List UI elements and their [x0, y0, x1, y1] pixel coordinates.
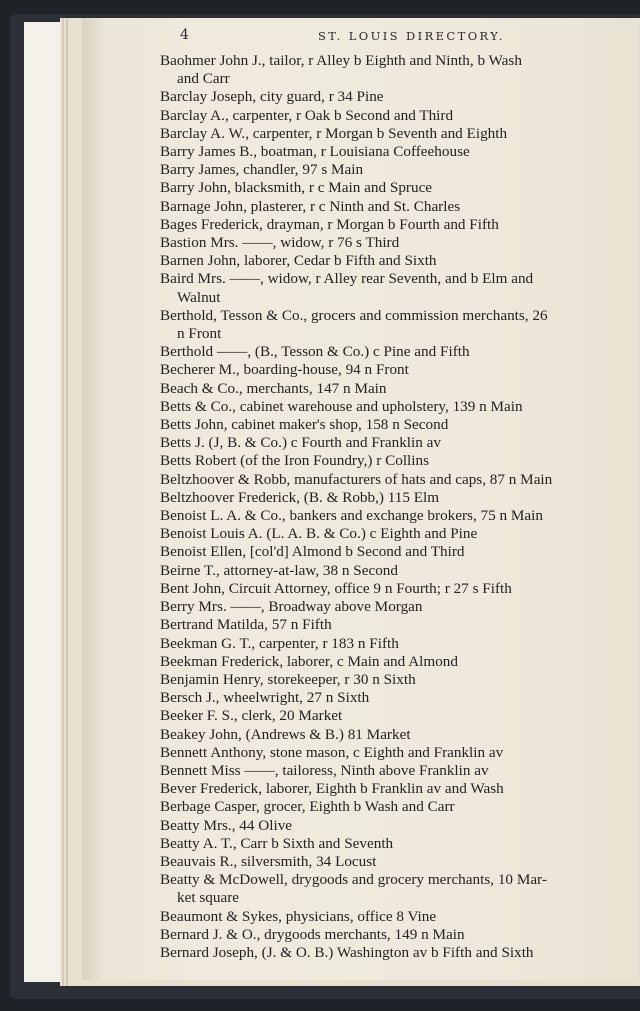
entry-text: Bever Frederick, laborer, Eighth b Franklin av and Wash — [160, 780, 504, 798]
entry-text: Berbage Casper, grocer, Eighth b Wash and Carr — [160, 798, 455, 816]
directory-entry — [160, 798, 640, 816]
page-header — [82, 27, 640, 47]
directory-entry — [160, 125, 640, 143]
directory-entry — [160, 489, 640, 507]
directory-entry — [160, 252, 640, 270]
entry-text: Bertrand Matilda, 57 n Fifth — [160, 616, 332, 634]
entry-text: Berry Mrs. ——, Broadway above Morgan — [160, 598, 423, 616]
directory-entry — [160, 543, 640, 561]
directory-entry — [160, 234, 640, 252]
directory-entry — [160, 452, 640, 470]
entry-text: Barnage John, plasterer, r c Ninth and St. Charles — [160, 197, 461, 215]
directory-entry — [160, 762, 640, 780]
entry-continuation: n Front — [177, 325, 222, 343]
directory-entry — [160, 926, 640, 944]
entry-text: Beach & Co., merchants, 147 n Main — [160, 379, 387, 397]
entry-text: Berthold, Tesson & Co., grocers and commission merchants, 26 — [160, 306, 548, 324]
entry-text: Bastion Mrs. ——, widow, r 76 s Third — [160, 234, 400, 252]
entry-text: Becherer M., boarding-house, 94 n Front — [160, 361, 409, 379]
entry-text: Beltzhoover & Robb, manufacturers of hats and caps, 87 n Main — [160, 470, 553, 488]
running-head: ST. LOUIS DIRECTORY. — [318, 29, 505, 43]
directory-entry — [160, 434, 640, 452]
directory-entry — [160, 361, 640, 379]
entry-text: Beatty Mrs., 44 Olive — [160, 816, 293, 834]
directory-entry — [160, 616, 640, 634]
entry-text: Betts & Co., cabinet warehouse and upholstery, 139 n Main — [160, 397, 523, 415]
entry-text: Beltzhoover Frederick, (B. & Robb,) 115 Elm — [160, 488, 440, 506]
entry-text: Bennett Anthony, stone mason, c Eighth and Franklin av — [160, 743, 504, 761]
directory-entry — [160, 525, 640, 543]
directory-entry — [160, 780, 640, 798]
directory-entry — [160, 944, 640, 962]
directory-entry — [160, 908, 640, 926]
entry-continuation: and Carr — [177, 70, 230, 88]
directory-entry — [160, 143, 640, 161]
entry-text: Beakey John, (Andrews & B.) 81 Market — [160, 725, 411, 743]
directory-page — [82, 18, 640, 980]
directory-entry — [160, 216, 640, 234]
entry-text: Bernard J. & O., drygoods merchants, 149 n Main — [160, 925, 465, 943]
entry-text: Benoist L. A. & Co., bankers and exchange brokers, 75 n Main — [160, 507, 543, 525]
page-number: 4 — [180, 27, 189, 43]
entry-text: Beatty A. T., Carr b Sixth and Seventh — [160, 834, 394, 852]
directory-entry — [160, 835, 640, 853]
directory-entry — [160, 161, 640, 179]
entry-text: Bages Frederick, drayman, r Morgan b Fourth and Fifth — [160, 215, 499, 233]
directory-entry — [160, 707, 640, 725]
entry-text: Betts Robert (of the Iron Foundry,) r Collins — [160, 452, 429, 470]
directory-entries — [160, 52, 640, 962]
directory-entry — [160, 416, 640, 434]
entry-text: Barclay A. W., carpenter, r Morgan b Seventh and Eighth — [160, 124, 508, 142]
directory-entry — [160, 653, 640, 671]
directory-entry — [160, 380, 640, 398]
directory-entry — [160, 307, 640, 343]
entry-text: Bersch J., wheelwright, 27 n Sixth — [160, 689, 370, 707]
entry-text: Benoist Louis A. (L. A. B. & Co.) c Eighth and Pine — [160, 525, 478, 543]
entry-text: Barclay Joseph, city guard, r 34 Pine — [160, 88, 384, 106]
directory-entry — [160, 726, 640, 744]
entry-text: Betts John, cabinet maker's shop, 158 n Second — [160, 416, 449, 434]
entry-text: Baird Mrs. ——, widow, r Alley rear Seventh, and b Elm and — [160, 270, 534, 288]
directory-entry — [160, 88, 640, 106]
directory-entry — [160, 562, 640, 580]
entry-text: Betts J. (J, B. & Co.) c Fourth and Franklin av — [160, 434, 441, 452]
entry-text: Beekman G. T., carpenter, r 183 n Fifth — [160, 634, 399, 652]
entry-text: Barry James B., boatman, r Louisiana Coffeehouse — [160, 143, 470, 161]
entry-text: Barry John, blacksmith, r c Main and Spruce — [160, 179, 433, 197]
entry-text: Beekman Frederick, laborer, c Main and Almond — [160, 652, 458, 670]
directory-entry — [160, 744, 640, 762]
directory-entry — [160, 343, 640, 361]
directory-entry — [160, 817, 640, 835]
entry-text: Benjamin Henry, storekeeper, r 30 n Sixth — [160, 670, 416, 688]
entry-text: Bernard Joseph, (J. & O. B.) Washington av b Fifth and Sixth — [160, 943, 534, 961]
directory-entry — [160, 270, 640, 306]
directory-entry — [160, 871, 640, 907]
entry-text: Benoist Ellen, [col'd] Almond b Second and Third — [160, 543, 465, 561]
entry-text: Barry James, chandler, 97 s Main — [160, 161, 364, 179]
directory-entry — [160, 398, 640, 416]
directory-entry — [160, 580, 640, 598]
entry-text: Barnen John, laborer, Cedar b Fifth and Sixth — [160, 252, 437, 270]
entry-text: Beirne T., attorney-at-law, 38 n Second — [160, 561, 398, 579]
directory-entry — [160, 107, 640, 125]
entry-text: Beeker F. S., clerk, 20 Market — [160, 707, 343, 725]
directory-entry — [160, 52, 640, 88]
directory-entry — [160, 198, 640, 216]
entry-text: Beauvais R., silversmith, 34 Locust — [160, 852, 377, 870]
entry-text: Bent John, Circuit Attorney, office 9 n Fourth; r 27 s Fifth — [160, 579, 512, 597]
directory-entry — [160, 598, 640, 616]
entry-text: Bennett Miss ——, tailoress, Ninth above Franklin av — [160, 761, 489, 779]
directory-entry — [160, 635, 640, 653]
directory-entry — [160, 507, 640, 525]
entry-text: Baohmer John J., tailor, r Alley b Eighth and Ninth, b Wash — [160, 52, 522, 69]
entry-text: Beatty & McDowell, drygoods and grocery merchants, 10 Mar- — [160, 871, 547, 889]
directory-entry — [160, 671, 640, 689]
directory-entry — [160, 853, 640, 871]
entry-text: Berthold ——, (B., Tesson & Co.) c Pine and Fifth — [160, 343, 470, 361]
entry-continuation: Walnut — [177, 288, 221, 306]
entry-text: Barclay A., carpenter, r Oak b Second and Third — [160, 106, 454, 124]
entry-continuation: ket square — [177, 889, 239, 907]
directory-entry — [160, 471, 640, 489]
directory-entry — [160, 179, 640, 197]
directory-entry — [160, 689, 640, 707]
entry-text: Beaumont & Sykes, physicians, office 8 Vine — [160, 907, 437, 925]
